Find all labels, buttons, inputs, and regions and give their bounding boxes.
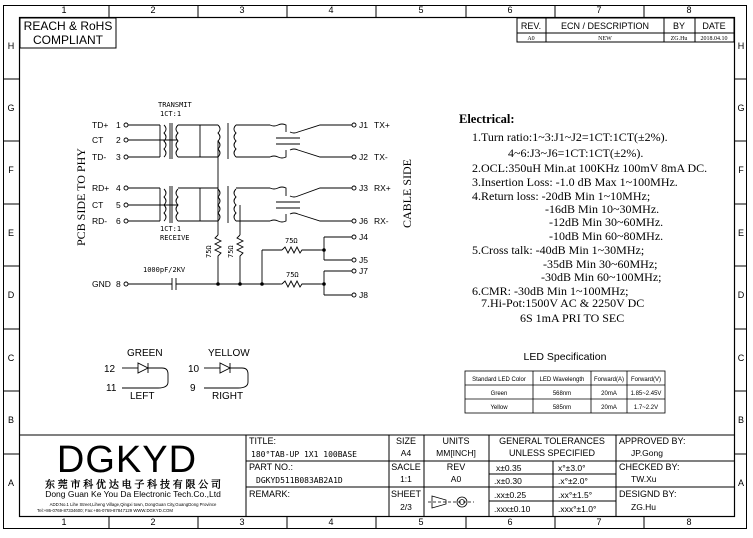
- led-yellow: [188, 348, 250, 402]
- electrical-line-13: 7.Hi-Pot:1500V AC & 2250V DC: [481, 296, 645, 310]
- led-green-pin-a: 12: [104, 364, 116, 375]
- zone-row-C-left: C: [7, 353, 15, 363]
- pin-j1-num: J1: [359, 120, 368, 130]
- zone-col-3-top: 3: [239, 5, 245, 15]
- rev-row-ecn: NEW: [598, 36, 612, 42]
- pin-ct1-num: 2: [116, 135, 121, 145]
- zone-col-1-bottom: 1: [61, 517, 67, 527]
- designed-label: DESIGND BY:: [619, 489, 677, 499]
- pin-j3-name: RX+: [374, 183, 391, 193]
- pin-gnd-name: GND: [92, 279, 111, 289]
- zone-row-H-right: H: [737, 41, 745, 51]
- zone-row-B-left: B: [7, 415, 15, 425]
- electrical-line-10: -35dB Min 30~60MHz;: [543, 257, 658, 271]
- led-green-side: LEFT: [130, 391, 155, 402]
- tolerance-title-2: UNLESS SPECIFIED: [508, 448, 596, 458]
- tol-angle-1: .x°±2.0°: [558, 476, 588, 486]
- led-spec-title: LED Specification: [523, 351, 607, 363]
- pin-j7: J7: [359, 266, 368, 276]
- led-yellow-side: RIGHT: [212, 391, 244, 402]
- led-spec-green-forward-a: 20mA: [601, 391, 617, 397]
- led-spec-header-forward-v: Forward(V): [630, 377, 662, 383]
- zone-row-A-left: A: [7, 478, 15, 488]
- transmit-label: TRANSMIT: [158, 101, 192, 109]
- zone-row-C-right: C: [737, 353, 745, 363]
- led-spec-yellow-color: Yellow: [490, 405, 508, 411]
- zone-col-8-top: 8: [686, 5, 692, 15]
- zone-col-4-bottom: 4: [328, 517, 334, 527]
- rev-header-date: DATE: [702, 21, 726, 31]
- tol-linear-3: .xxx±0.10: [494, 504, 531, 514]
- pin-ct2-num: 5: [116, 200, 121, 210]
- part-no-label: PART NO.:: [249, 462, 294, 472]
- title-value: 180°TAB-UP 1X1 100BASE: [251, 450, 357, 459]
- pcb-side-label: PCB SIDE TO PHY: [74, 148, 88, 246]
- zone-row-A-right: A: [737, 478, 745, 488]
- scale-value: 1:1: [400, 474, 412, 484]
- tol-angle-3: .xxx°±1.0°: [558, 504, 597, 514]
- pin-td-minus-num: 3: [116, 152, 121, 162]
- zone-col-3-bottom: 3: [239, 517, 245, 527]
- electrical-line-4: 3.Insertion Loss: -1.0 dB Max 1~100MHz.: [472, 175, 678, 189]
- rev-header-ecn: ECN / DESCRIPTION: [560, 21, 650, 31]
- pin-rd-minus-name: RD-: [92, 216, 108, 226]
- units-label: UNITS: [442, 436, 470, 446]
- pin-j5: J5: [359, 255, 368, 265]
- zone-col-1-top: 1: [61, 5, 67, 15]
- tolerance-title-1: GENERAL TOLERANCES: [499, 436, 605, 446]
- electrical-line-11: -30dB Min 60~100MHz;: [541, 270, 662, 284]
- electrical-line-6: -16dB Min 10~30MHz.: [545, 202, 660, 216]
- pin-j1-name: TX+: [374, 120, 390, 130]
- company-tel: Tel:+86-0769-87334600; Fax:+86-0769-87847129 WWW.DGKYD.COM: [37, 508, 173, 513]
- pin-rd-plus-name: RD+: [92, 183, 110, 193]
- pin-j2-name: TX-: [374, 152, 388, 162]
- led-spec-header-color: Standard LED Color: [472, 377, 526, 383]
- zone-row-G-right: G: [737, 103, 745, 113]
- zone-row-F-right: F: [738, 165, 744, 175]
- zone-row-H-left: H: [7, 41, 15, 51]
- designed-value: ZG.Hu: [631, 502, 657, 512]
- zone-row-D-left: D: [7, 290, 15, 300]
- zone-row-D-right: D: [737, 290, 745, 300]
- part-no-value: DGKYD511B083AB2A1D: [256, 476, 343, 485]
- rev-label: REV: [446, 462, 466, 472]
- transmit-ratio: 1CT:1: [160, 110, 182, 118]
- resistor-2-label: 75Ω: [227, 245, 235, 258]
- electrical-line-12: 6.CMR: -30dB Min 1~100MHz;: [472, 284, 629, 298]
- zone-col-4-top: 4: [328, 5, 334, 15]
- pin-gnd-num: 8: [116, 279, 121, 289]
- tol-angle-2: .xx°±1.5°: [558, 490, 593, 500]
- units-value: MM[INCH]: [436, 448, 476, 458]
- size-value: A4: [400, 448, 412, 458]
- zone-row-B-right: B: [737, 415, 745, 425]
- pin-td-minus-name: TD-: [92, 152, 107, 162]
- approved-value: JP.Gong: [631, 448, 663, 458]
- schematic: [74, 101, 414, 300]
- company-name-en: Dong Guan Ke You Da Electronic Tech.Co.,Ltd: [45, 489, 221, 499]
- rev-row-rev: A0: [527, 36, 535, 42]
- electrical-line-8: -10dB Min 60~80MHz.: [549, 229, 664, 243]
- zone-col-7-bottom: 7: [596, 517, 602, 527]
- pin-j2-num: J2: [359, 152, 368, 162]
- zone-col-8-bottom: 8: [686, 517, 692, 527]
- led-green-label: GREEN: [127, 348, 163, 359]
- rev-row-date: 2018.04.10: [700, 36, 728, 42]
- pin-rd-minus-num: 6: [116, 216, 121, 226]
- projection-symbol-icon: [428, 496, 474, 508]
- rev-header-by: BY: [672, 21, 686, 31]
- zone-row-E-left: E: [7, 228, 15, 238]
- title-label: TITLE:: [249, 436, 277, 446]
- company-address: ADD:No.1 Lihe Street,Liheng Village,Qingxi town, DongGuan City,GuangDong Province: [49, 502, 217, 507]
- rev-header-rev: REV.: [520, 21, 542, 31]
- zone-row-G-left: G: [7, 103, 15, 113]
- tol-angle-0: x°±3.0°: [558, 463, 586, 473]
- zone-col-6-top: 6: [507, 5, 513, 15]
- led-spec-yellow-forward-v: 1.7~2.2V: [633, 405, 659, 411]
- led-spec-header-wavelength: LED Wavelength: [539, 377, 585, 383]
- resistor-4-label: 75Ω: [286, 271, 299, 279]
- electrical-line-2: 4~6:J3~J6=1CT:1CT(±2%).: [508, 146, 644, 160]
- pin-j4: J4: [359, 232, 368, 242]
- compliance-line1: REACH & RoHS: [23, 19, 113, 33]
- electrical-spec: [459, 112, 707, 325]
- zone-col-2-bottom: 2: [150, 517, 156, 527]
- electrical-line-5: 4.Return loss: -20dB Min 1~10MHz;: [472, 189, 651, 203]
- led-spec-green-color: Green: [490, 391, 508, 397]
- pin-j6-num: J6: [359, 216, 368, 226]
- remark-label: REMARK:: [249, 489, 291, 499]
- pin-j6-name: RX-: [374, 216, 389, 226]
- led-yellow-label: YELLOW: [208, 348, 250, 359]
- electrical-title: Electrical:: [459, 112, 515, 126]
- zone-row-E-right: E: [737, 228, 745, 238]
- led-green-pin-b: 11: [106, 383, 117, 394]
- cap-label: 1000pF/2KV: [143, 266, 186, 274]
- electrical-line-14: 6S 1mA PRI TO SEC: [520, 311, 625, 325]
- pin-ct2-name: CT: [92, 200, 104, 210]
- led-spec-green-forward-v: 1.85~2.45V: [630, 391, 662, 397]
- zone-col-6-bottom: 6: [507, 517, 513, 527]
- pin-td-plus-num: 1: [116, 120, 121, 130]
- led-spec-header-forward-a: Forward(A): [593, 377, 625, 383]
- led-yellow-pin-a: 10: [188, 364, 200, 375]
- sheet-value: 2/3: [400, 502, 412, 512]
- pin-ct1-name: CT: [92, 135, 104, 145]
- electrical-line-3: 2.OCL:350uH Min.at 100KHz 100mV 8mA DC.: [472, 161, 708, 175]
- led-spec-yellow-forward-a: 20mA: [601, 405, 617, 411]
- pin-rd-plus-num: 4: [116, 183, 121, 193]
- led-spec-green-wavelength: 568nm: [552, 391, 572, 397]
- compliance-line2: COMPLIANT: [32, 33, 104, 47]
- tol-linear-2: .xx±0.25: [494, 490, 527, 500]
- tol-linear-1: .x±0.30: [494, 476, 522, 486]
- resistor-3-label: 75Ω: [285, 237, 298, 245]
- scale-label: SACLE: [391, 462, 421, 472]
- zone-col-5-top: 5: [418, 5, 424, 15]
- receive-ratio: 1CT:1: [160, 225, 182, 233]
- cable-side-label: CABLE SIDE: [400, 159, 414, 228]
- size-label: SIZE: [395, 436, 417, 446]
- zone-col-5-bottom: 5: [418, 517, 424, 527]
- electrical-line-7: -12dB Min 30~60MHz.: [549, 215, 664, 229]
- sheet-label: SHEET: [390, 489, 422, 499]
- led-yellow-pin-b: 9: [190, 383, 196, 394]
- led-green: [104, 348, 168, 402]
- receive-label: RECEIVE: [160, 234, 190, 242]
- zone-row-F-left: F: [8, 165, 14, 175]
- rev-value: A0: [450, 474, 462, 484]
- zone-col-2-top: 2: [150, 5, 156, 15]
- checked-value: TW.Xu: [631, 474, 657, 484]
- tol-linear-0: x±0.35: [496, 463, 522, 473]
- led-spec-yellow-wavelength: 585nm: [552, 405, 572, 411]
- checked-label: CHECKED BY:: [619, 462, 680, 472]
- rev-row-by: ZG.Hu: [670, 36, 688, 42]
- zone-col-7-top: 7: [596, 5, 602, 15]
- company-name-cn: 东 莞 市 科 优 达 电 子 科 技 有 限 公 司: [44, 480, 222, 491]
- electrical-line-1: 1.Turn ratio:1~3:J1~J2=1CT:1CT(±2%).: [472, 130, 668, 144]
- pin-j3-num: J3: [359, 183, 368, 193]
- pin-td-plus-name: TD+: [92, 120, 109, 130]
- company-logo: DGKYD: [56, 439, 198, 481]
- pin-j8: J8: [359, 290, 368, 300]
- approved-label: APPROVED BY:: [619, 436, 686, 446]
- resistor-1-label: 75Ω: [205, 245, 213, 258]
- electrical-line-9: 5.Cross talk: -40dB Min 1~30MHz;: [472, 243, 645, 257]
